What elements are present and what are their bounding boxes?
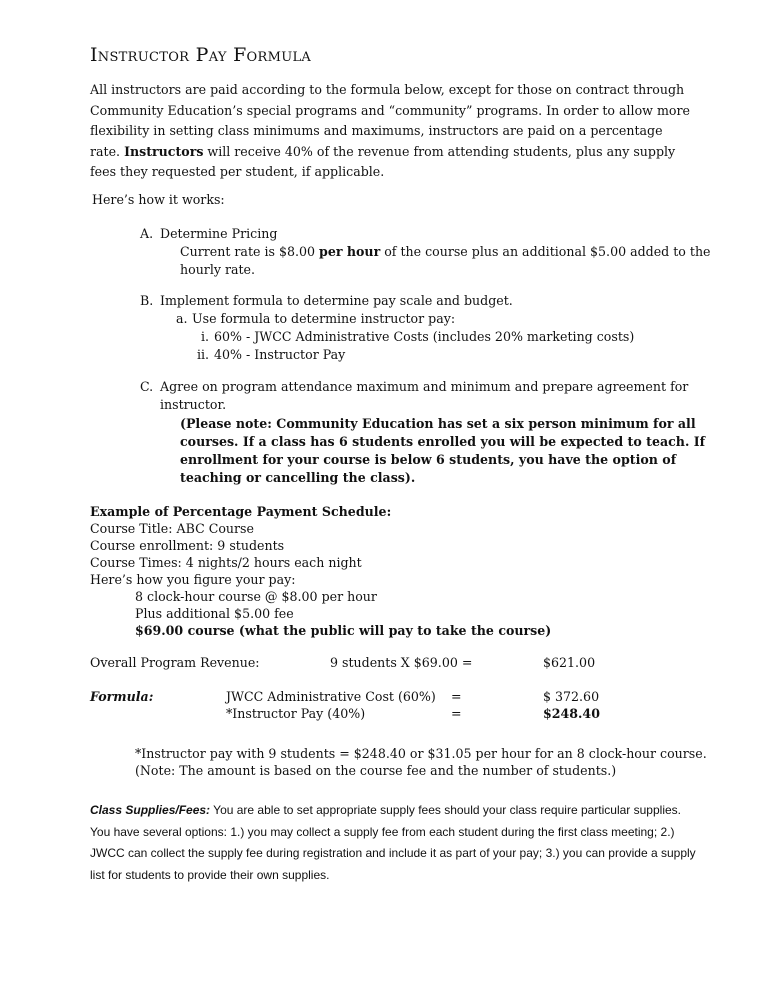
section-b-sub-label: a. xyxy=(176,311,188,326)
formula-row2-label: *Instructor Pay (40%) xyxy=(226,706,366,721)
formula-row1-label: JWCC Administrative Cost (60%) xyxy=(226,689,436,704)
formula-row1-eq: = xyxy=(451,689,462,704)
revenue-value: $621.00 xyxy=(543,655,596,670)
intro-bold: Instructors xyxy=(124,143,204,159)
formula-row1-value: $ 372.60 xyxy=(543,689,600,704)
intro-text-1: All instructors are paid according to the formula below, except for those on contract through Community Education’s special programs and “community” programs. In order to allow more flexibility in setting class minimums and maximums, instructors are paid on a percentage rate. xyxy=(90,82,690,159)
example-calc3: $69.00 course (what the public will pay to take the course) xyxy=(135,623,552,638)
section-a-line2: hourly rate. xyxy=(180,262,256,277)
formula-label: Formula: xyxy=(90,689,154,704)
intro-paragraph xyxy=(90,80,690,183)
supplies-label: Class Supplies/Fees: xyxy=(90,803,211,817)
section-b-ii-text: 40% - Instructor Pay xyxy=(214,347,346,362)
section-c-note4: teaching or cancelling the class). xyxy=(180,470,416,485)
section-c-line2: instructor. xyxy=(160,397,227,412)
footnote-line1: *Instructor pay with 9 students = $248.40 or $31.05 per hour for an 8 clock-hour course. xyxy=(135,746,707,761)
revenue-label: Overall Program Revenue: xyxy=(90,655,260,670)
section-b-i-label: i. xyxy=(201,329,210,344)
section-b-heading: Implement formula to determine pay scale and budget. xyxy=(160,293,513,308)
formula-row2-eq: = xyxy=(451,706,462,721)
how-it-works: Here’s how it works: xyxy=(92,192,225,207)
section-c-label: C. xyxy=(140,379,154,394)
section-c-line1: Agree on program attendance maximum and minimum and prepare agreement for xyxy=(160,379,689,394)
section-c-note3: enrollment for your course is below 6 students, you have the option of xyxy=(180,452,677,467)
section-c-note1: (Please note: Community Education has set a six person minimum for all xyxy=(180,416,696,431)
section-a-line1-c: of the course plus an additional $5.00 added to the xyxy=(380,244,711,259)
example-times: Course Times: 4 nights/2 hours each night xyxy=(90,555,362,570)
section-a-line1-a: Current rate is $8.00 xyxy=(180,244,320,259)
section-a-heading: Determine Pricing xyxy=(160,226,278,241)
section-b-ii-label: ii. xyxy=(197,347,210,362)
supplies-paragraph xyxy=(90,800,698,886)
page-title: Instructor Pay Formula xyxy=(90,44,312,66)
example-course-title: Course Title: ABC Course xyxy=(90,521,254,536)
formula-row2-value: $248.40 xyxy=(543,706,600,721)
section-a-label: A. xyxy=(140,226,154,241)
example-enrollment: Course enrollment: 9 students xyxy=(90,538,285,553)
section-c-note2: courses. If a class has 6 students enrolled you will be expected to teach. If xyxy=(180,434,706,449)
example-calc1: 8 clock-hour course @ $8.00 per hour xyxy=(135,589,377,604)
example-heading: Example of Percentage Payment Schedule: xyxy=(90,504,392,519)
example-calc2: Plus additional $5.00 fee xyxy=(135,606,294,621)
section-a-line1 xyxy=(180,242,711,262)
intro-text-2: will receive 40% of the revenue from attending students, plus any supply fees they requested per student, if applicable. xyxy=(90,143,676,179)
example-figure: Here’s how you figure your pay: xyxy=(90,572,296,587)
revenue-calc: 9 students X $69.00 = xyxy=(330,655,473,670)
section-b-label: B. xyxy=(140,293,154,308)
section-b-sub-text: Use formula to determine instructor pay: xyxy=(192,311,456,326)
section-b-i-text: 60% - JWCC Administrative Costs (includes 20% marketing costs) xyxy=(214,329,635,344)
section-a-line1-bold: per hour xyxy=(319,244,381,259)
footnote-line2: (Note: The amount is based on the course fee and the number of students.) xyxy=(135,763,617,778)
supplies-text: You are able to set appropriate supply fees should your class require particular supplies. You have several options: 1.) you may collect a supply fee from each student during the first class meeting; 2.) JWCC can collect the supply fee during registration and include it as part of your pay; 3.) you can provide a supply list for students to provide their own supplies. xyxy=(90,803,696,882)
